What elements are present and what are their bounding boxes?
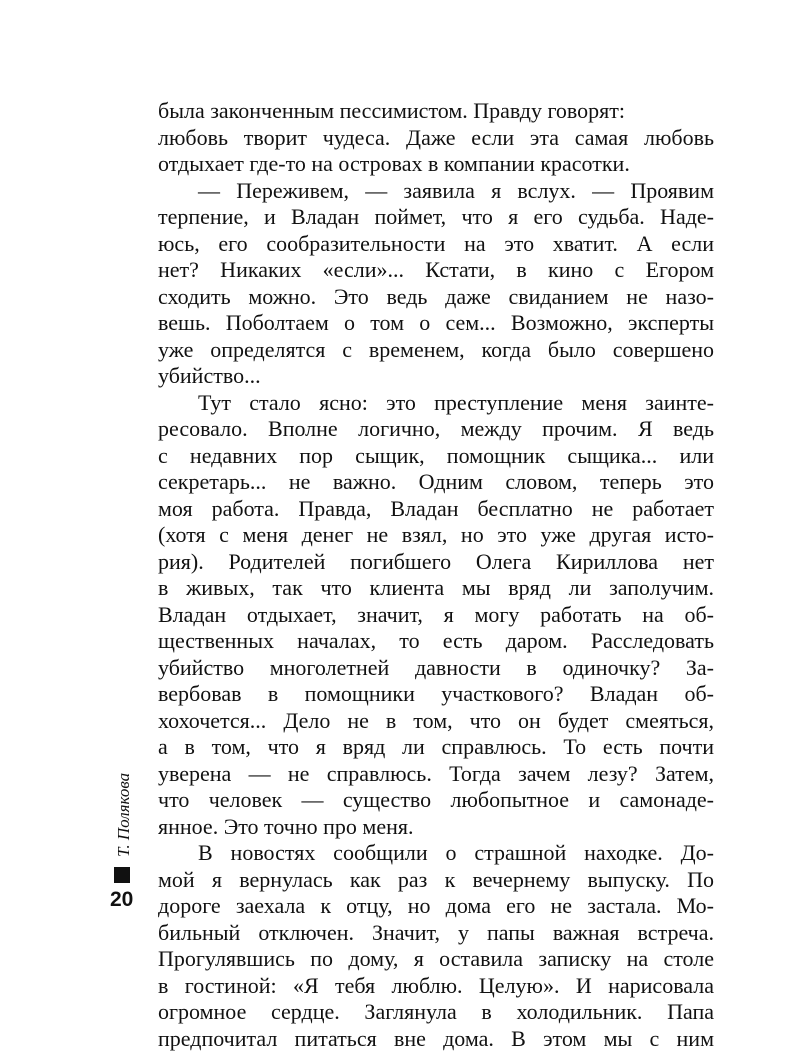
text-line: Владан отдыхает, значит, я могу работать на об- — [158, 602, 714, 629]
text-line: янное. Это точно про меня. — [158, 814, 714, 841]
text-line: мой я вернулась как раз к вечернему выпуску. По — [158, 867, 714, 894]
text-line: ресовало. Вполне логично, между прочим. Я ведь — [158, 416, 714, 443]
text-line: что человек — существо любопытное и самонаде- — [158, 787, 714, 814]
text-line: терпение, и Владан поймет, что я его судьба. Наде- — [158, 204, 714, 231]
text-line: отдыхает где-то на островах в компании красотки. — [158, 151, 714, 178]
text-line: В новостях сообщили о страшной находке. До- — [158, 840, 714, 867]
text-line: уже определятся с временем, когда было совершено — [158, 337, 714, 364]
text-line: сходить можно. Это ведь даже свиданием не назо- — [158, 284, 714, 311]
square-marker-icon — [114, 867, 130, 883]
text-line: уверена — не справлюсь. Тогда зачем лезу? Затем, — [158, 761, 714, 788]
page-number: 20 — [110, 888, 133, 912]
text-line: Тут стало ясно: это преступление меня заинте- — [158, 390, 714, 417]
text-line: любовь творит чудеса. Даже если эта самая любовь — [158, 125, 714, 152]
text-line: дороге заехала к отцу, но дома его не застала. Мо- — [158, 893, 714, 920]
text-line: огромное сердце. Заглянула в холодильник. Папа — [158, 999, 714, 1026]
text-line: вербовав в помощники участкового? Владан об- — [158, 681, 714, 708]
text-line: с недавних пор сыщик, помощник сыщика... или — [158, 443, 714, 470]
text-line: а в том, что я вряд ли справлюсь. То есть почти — [158, 734, 714, 761]
text-line: Прогулявшись по дому, я оставила записку на столе — [158, 946, 714, 973]
text-line: убийство... — [158, 363, 714, 390]
text-line: бильный отключен. Значит, у папы важная встреча. — [158, 920, 714, 947]
body-text — [158, 98, 714, 1052]
text-line: нет? Никаких «если»... Кстати, в кино с Егором — [158, 257, 714, 284]
text-line: рия). Родителей погибшего Олега Кириллова нет — [158, 549, 714, 576]
text-line: (хотя с меня денег не взял, но это уже другая исто- — [158, 522, 714, 549]
author-name: Т. Полякова — [114, 773, 134, 857]
text-line: убийство многолетней давности в одиночку? За- — [158, 655, 714, 682]
text-line: в гостиной: «Я тебя люблю. Целую». И нарисовала — [158, 973, 714, 1000]
text-line: вешь. Поболтаем о том о сем... Возможно, эксперты — [158, 310, 714, 337]
text-line: хохочется... Дело не в том, что он будет смеяться, — [158, 708, 714, 735]
text-line: предпочитал питаться вне дома. В этом мы с ним — [158, 1026, 714, 1052]
text-line: в живых, так что клиента мы вряд ли заполучим. — [158, 575, 714, 602]
text-line: была законченным пессимистом. Правду говорят: — [158, 98, 714, 125]
text-line: щественных началах, то есть даром. Расследовать — [158, 628, 714, 655]
text-line: секретарь... не важно. Одним словом, теперь это — [158, 469, 714, 496]
running-head — [104, 762, 144, 862]
text-line: юсь, его сообразительности на это хватит. А если — [158, 231, 714, 258]
text-line: моя работа. Правда, Владан бесплатно не работает — [158, 496, 714, 523]
text-line: — Переживем, — заявила я вслух. — Проявим — [158, 178, 714, 205]
